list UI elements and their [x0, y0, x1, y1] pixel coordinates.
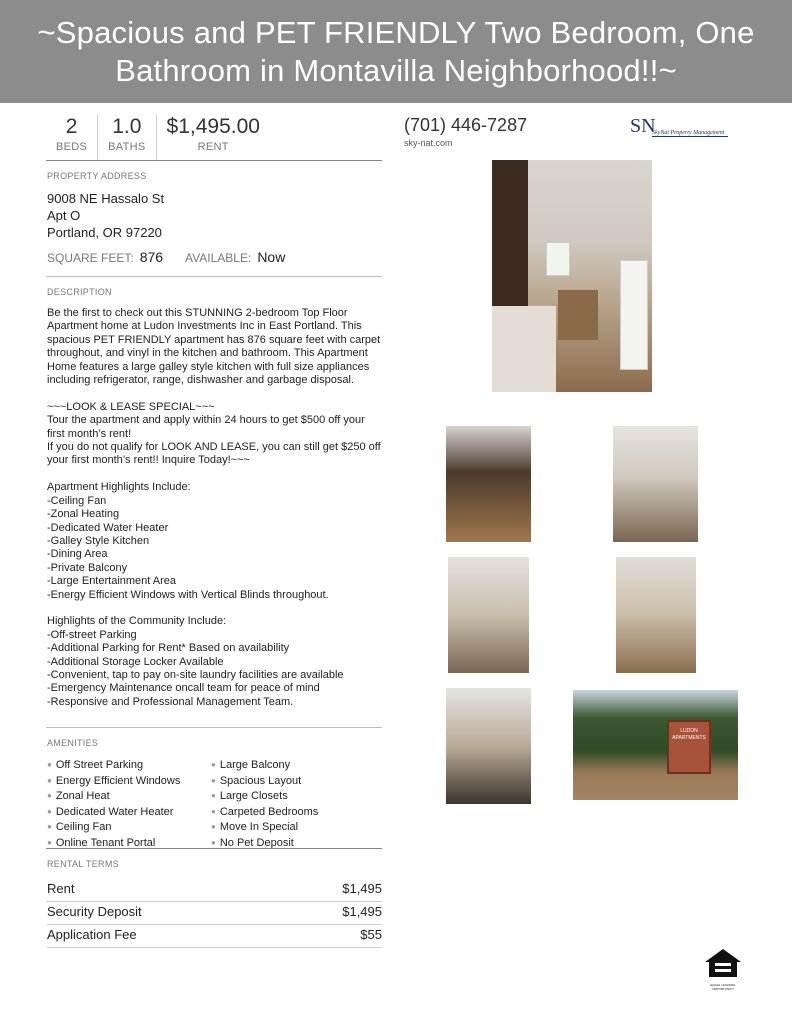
address-line-2: Apt O [47, 208, 81, 223]
phone-number[interactable]: (701) 446-7287 [404, 115, 528, 135]
available-value: Now [257, 249, 286, 265]
amenity-item: ● Ceiling Fan [47, 821, 112, 833]
term-name: Rent [47, 881, 75, 896]
property-address [47, 190, 164, 241]
amenity-item: ● Spacious Layout [211, 774, 302, 787]
amenity-item: ● Carpeted Bedrooms [211, 805, 319, 818]
baths-stat [97, 114, 155, 160]
amenity-item: ● Energy Efficient Windows [47, 774, 181, 787]
term-name: Security Deposit [47, 904, 142, 919]
amenity-item: ● Zonal Heat [47, 790, 110, 802]
table-row [47, 879, 382, 902]
bullet-icon: ● [47, 822, 52, 831]
beds-value: 2 [65, 115, 78, 138]
divider [46, 727, 382, 728]
amenity-item: ● No Pet Deposit [211, 836, 294, 849]
amenity-item: ● Online Tenant Portal [47, 836, 156, 849]
logo-mark: SN [630, 115, 656, 137]
amenity-item: ● Large Balcony [211, 759, 291, 771]
rent-value: $1,495.00 [166, 115, 260, 138]
eho-text: EQUAL HOUSING OPPORTUNITY [710, 983, 736, 991]
baths-label: BATHS [108, 141, 146, 153]
page-header [0, 0, 792, 103]
amenity-item: ● Move In Special [211, 821, 299, 833]
amenity-item: ● Large Closets [211, 790, 288, 802]
bullet-icon: ● [47, 760, 52, 769]
sqft-value: 876 [139, 249, 164, 265]
description-text: Be the first to check out this STUNNING 2-bedroom Top Floor Apartment home at Ludon Investments Inc in East Portland. This spacious PET FRIENDLY apartment has 876 square feet with carpet throughout, and vinyl in the kitchen and bathroom. This Apartment Home features a large galley style kitchen with full size appliances including refrigerator, range, dishwasher and garbage disposal. ~~~LOOK & LEASE SPECIAL~~~ Tour the apartment and apply within 24 hours to get $500 off your first month’s rent! If you do not qualify for LOOK AND LEASE, you can still get $250 off your first month’s rent!! Inquire Today!~~~ Apartment Highlights Include: -Ceiling Fan -Zonal Heating -Dedicated Water Heater -Galley Style Kitchen -Dining Area -Private Balcony -Large Entertainment Area -Energy Efficient Windows with Vertical Blinds throughout. Highlights of the Community Include: -Off-street Parking -Additional Parking for Rent* Based on availability -Additional Storage Locker Available -Convenient, tap to pay on-site laundry facilities are available -Emergency Maintenance oncall team for peace of mind -Responsive and Professional Management Team. [47, 307, 381, 708]
baths-value: 1.0 [112, 115, 142, 138]
bullet-icon: ● [211, 791, 216, 800]
term-name: Application Fee [47, 927, 137, 942]
website-link[interactable]: sky-nat.com [404, 138, 453, 148]
company-logo [630, 116, 730, 140]
sqft-label: SQUARE FEET: [47, 251, 134, 265]
kitchen-photo [492, 160, 652, 392]
bullet-icon: ● [211, 760, 216, 769]
living-room-photo [613, 426, 698, 542]
amenities-label: AMENITIES [47, 738, 99, 748]
divider [46, 276, 382, 277]
table-row [47, 925, 382, 948]
kitchen-photo-2 [446, 426, 531, 542]
bullet-icon: ● [47, 775, 52, 785]
equal-housing-logo [704, 948, 742, 990]
listing-stats [46, 114, 382, 160]
address-line-1: 9008 NE Hassalo St [47, 191, 165, 206]
divider [46, 848, 382, 849]
unit-details [47, 249, 285, 265]
listing-title: ~Spacious and PET FRIENDLY Two Bedroom, One Bathroom in Montavilla Neighborhood!!~ [37, 14, 755, 88]
rental-terms-label: RENTAL TERMS [47, 859, 119, 869]
term-value: $1,495 [342, 881, 382, 896]
amenity-item: ● Dedicated Water Heater [47, 805, 174, 818]
bullet-icon: ● [47, 837, 52, 847]
beds-stat [46, 114, 97, 160]
bullet-icon: ● [211, 822, 216, 831]
term-value: $1,495 [342, 904, 382, 919]
term-value: $55 [360, 927, 382, 942]
bullet-icon: ● [47, 806, 52, 816]
bullet-icon: ● [211, 837, 216, 847]
available-label: AVAILABLE: [185, 251, 252, 265]
bullet-icon: ● [211, 775, 216, 785]
exterior-sign-photo [573, 690, 738, 800]
bullet-icon: ● [47, 791, 52, 800]
bedroom-photo-2 [616, 557, 696, 673]
divider [46, 160, 382, 161]
bathroom-photo [446, 688, 531, 804]
bedroom-photo [448, 557, 529, 673]
logo-name: SkyNat Property Management [652, 130, 728, 137]
address-line-3: Portland, OR 97220 [47, 225, 162, 240]
table-row [47, 902, 382, 925]
amenities-list [47, 758, 387, 850]
bullet-icon: ● [211, 806, 216, 816]
address-label: PROPERTY ADDRESS [47, 171, 147, 181]
description-label: DESCRIPTION [47, 287, 112, 297]
house-icon [704, 948, 742, 978]
amenity-item: ● Off Street Parking [47, 759, 144, 771]
beds-label: BEDS [56, 141, 88, 153]
rent-stat [156, 114, 270, 160]
contact-info [404, 115, 527, 148]
rental-terms-table [47, 879, 382, 948]
property-sign: LUDON APARTMENTS [667, 720, 711, 774]
rent-label: RENT [197, 141, 229, 153]
